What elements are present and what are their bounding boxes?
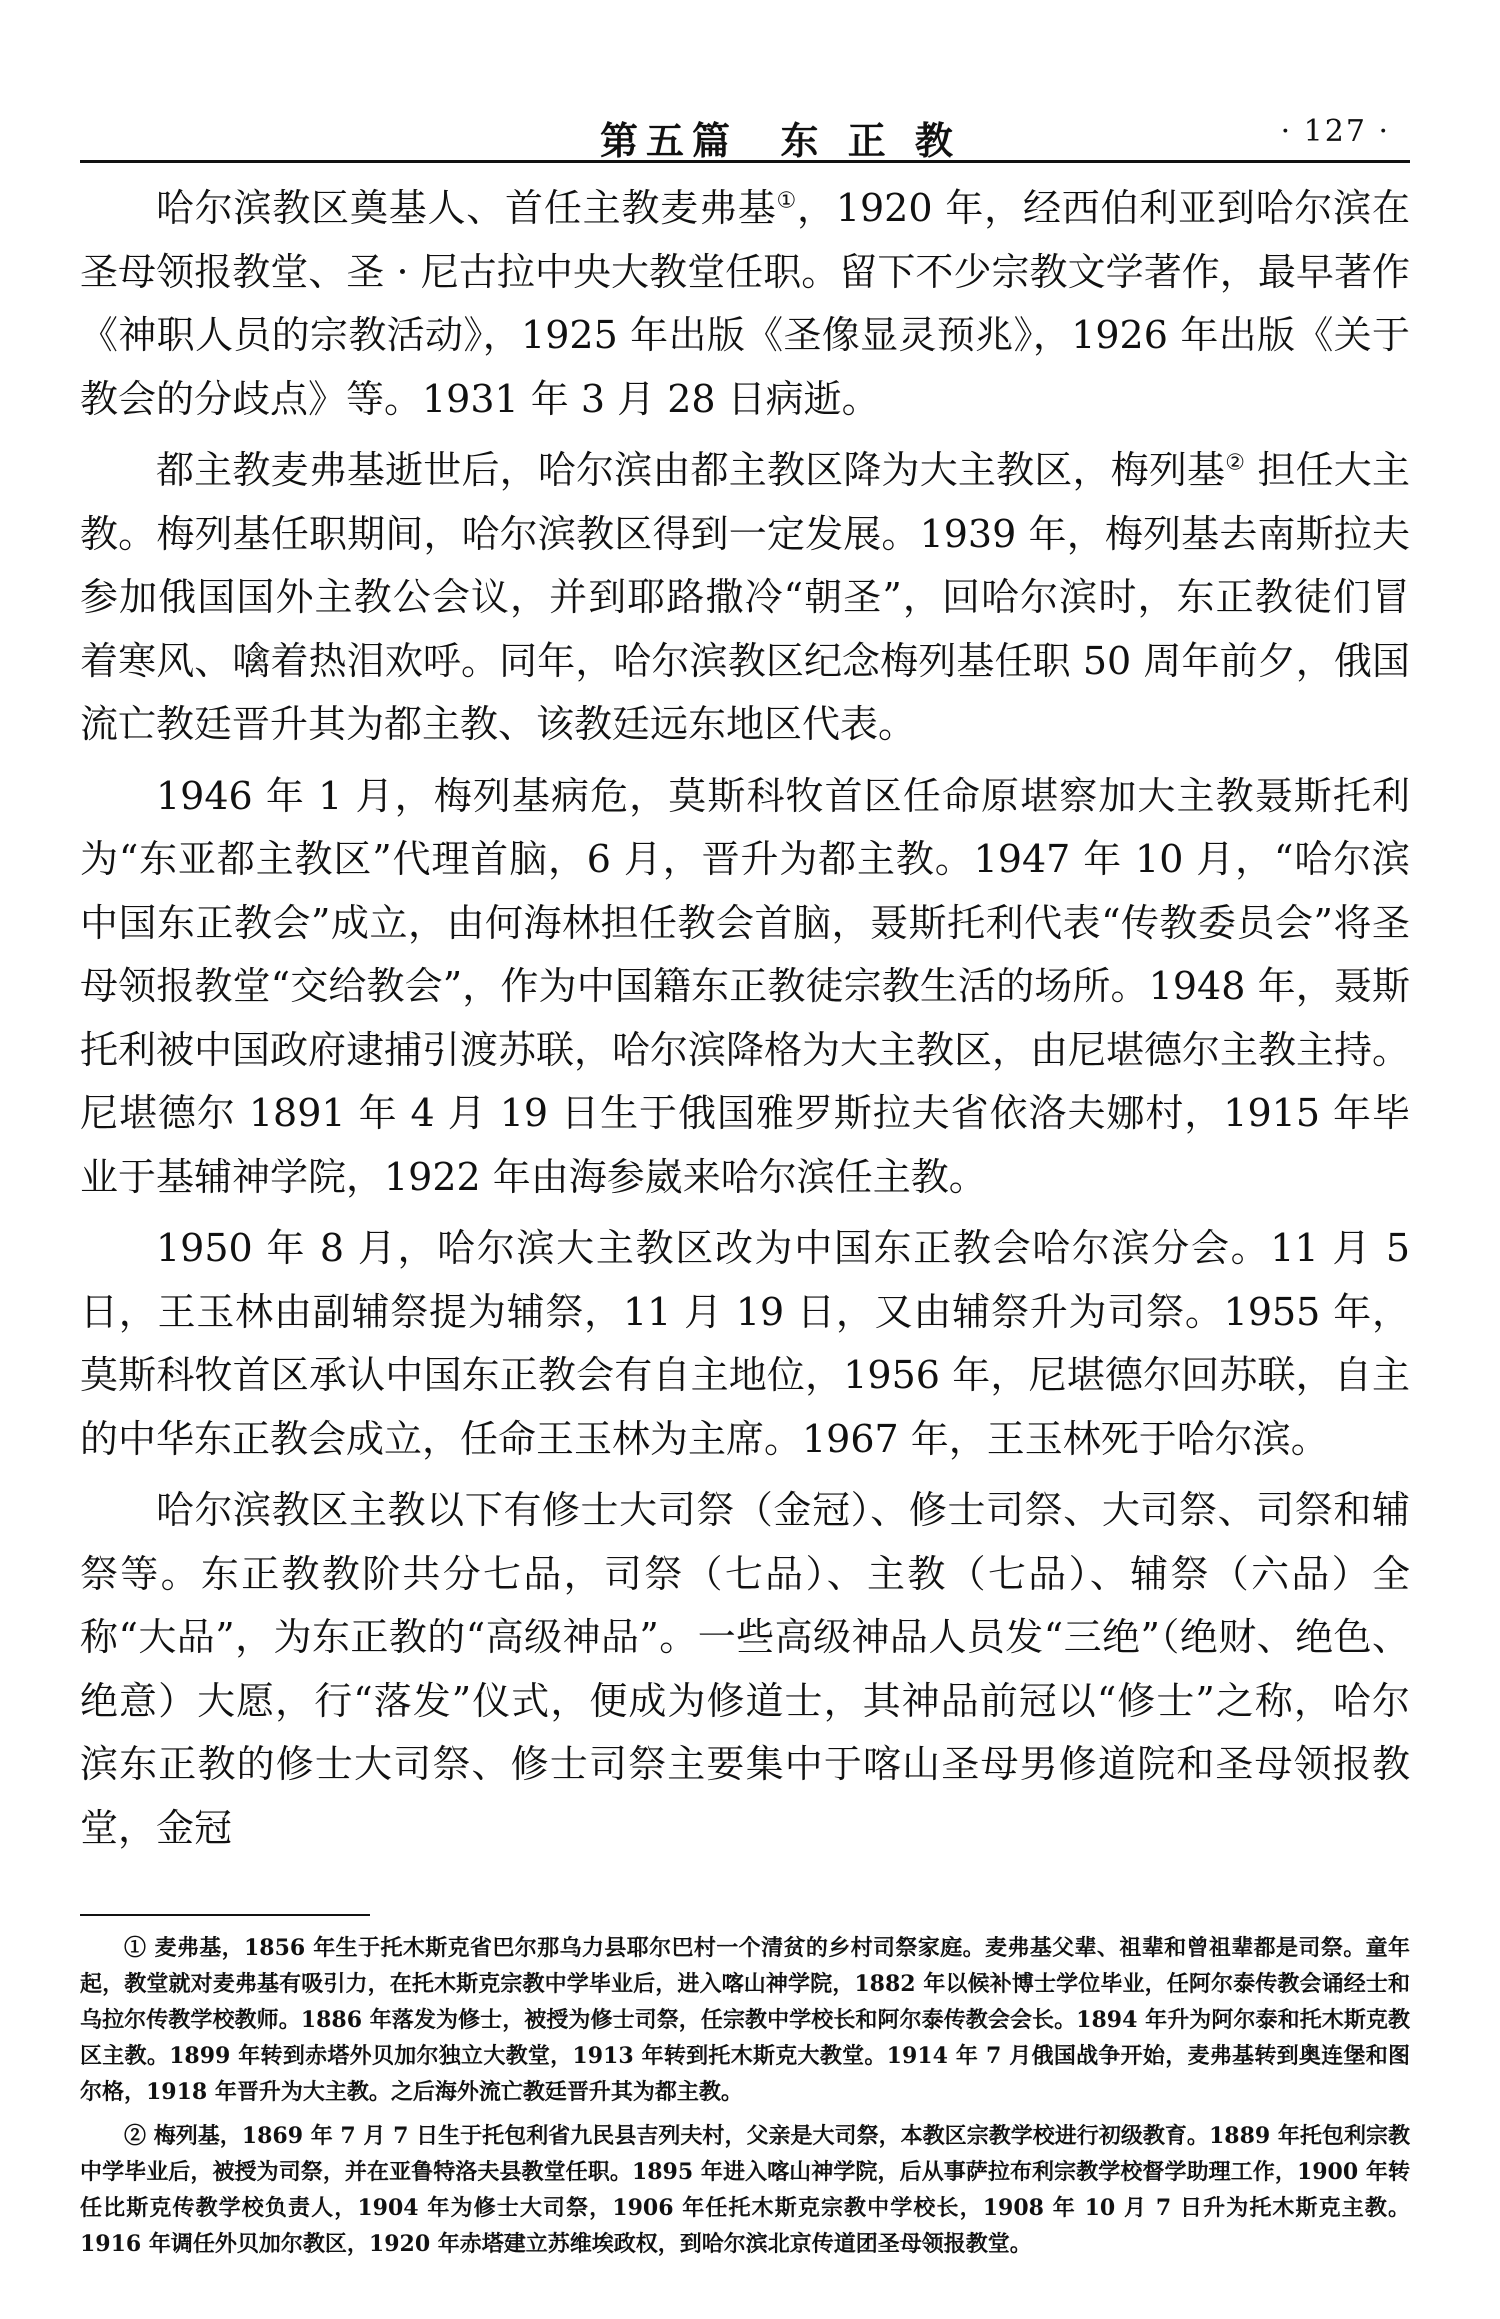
body-text — [80, 177, 1410, 1860]
page-number: · 127 · — [1280, 114, 1390, 149]
paragraph-text: 都主教麦弗基逝世后，哈尔滨由都主教区降为大主教区，梅列基 — [156, 448, 1226, 492]
footnotes — [80, 1930, 1410, 2262]
paragraph-text: 哈尔滨教区主教以下有修士大司祭（金冠）、修士司祭、大司祭、司祭和辅祭等。东正教教阶共分七品，司祭（七品）、主教（七品）、辅祭（六品）全称“大品”，为东正教的“高级神品”。一些高级神品人员发“三绝”（绝财、绝色、绝意）大愿，行“落发”仪式，便成为修道士，其神品前冠以“修士”之称，哈尔滨东正教的修士大司祭、修士司祭主要集中于喀山圣母男修道院和圣母领报教堂，金冠 — [80, 1488, 1410, 1850]
paragraph-3 — [80, 765, 1410, 1210]
paragraph-text: 担任大主教。梅列基任职期间，哈尔滨教区得到一定发展。1939 年，梅列基去南斯拉夫参加俄国国外主教公会议，并到耶路撒冷“朝圣”，回哈尔滨时，东正教徒们冒着寒风、噙着热泪欢呼。同年，哈尔滨教区纪念梅列基任职 50 周年前夕，俄国流亡教廷晋升其为都主教、该教廷远东地区代表。 — [80, 448, 1410, 746]
footnote-ref-1: ① — [776, 188, 798, 214]
paragraph-text: 哈尔滨教区奠基人、首任主教麦弗基 — [156, 186, 777, 230]
running-header — [80, 110, 1410, 163]
footnote-ref-2: ② — [1225, 450, 1246, 476]
paragraph-1 — [80, 177, 1410, 431]
paragraph-2 — [80, 439, 1410, 757]
paragraph-text: 1946 年 1 月，梅列基病危，莫斯科牧首区任命原堪察加大主教聂斯托利为“东亚都主教区”代理首脑，6 月，晋升为都主教。1947 年 10 月，“哈尔滨中国东正教会”成立，由何海林担任教会首脑，聂斯托利代表“传教委员会”将圣母领报教堂“交给教会”，作为中国籍东正教徒宗教生活的场所。1948 年，聂斯托利被中国政府逮捕引渡苏联，哈尔滨降格为大主教区，由尼堪德尔主教主持。尼堪德尔 1891 年 4 月 19 日生于俄国雅罗斯拉夫省依洛夫娜村，1915 年毕业于基辅神学院，1922 年由海参崴来哈尔滨任主教。 — [80, 773, 1411, 1199]
footnote-divider — [80, 1914, 370, 1916]
footnote-2: ② 梅列基，1869 年 7 月 7 日生于托包利省九民县吉列夫村，父亲是大司祭，本教区宗教学校进行初级教育。1889 年托包利宗教中学毕业后，被授为司祭，并在亚鲁特洛夫县教堂任职。1895 年进入喀山神学院，后从事萨拉布利宗教学校督学助理工作，1900 年转任比斯克传教学校负责人，1904 年为修士大司祭，1906 年任托木斯克宗教中学校长，1908 年 10 月 7 日升为托木斯克主教。1916 年调任外贝加尔教区，1920 年赤塔建立苏维埃政权，到哈尔滨北京传道团圣母领报教堂。 — [80, 2123, 1410, 2257]
paragraph-5 — [80, 1479, 1410, 1860]
book-page — [80, 110, 1410, 2270]
paragraph-4 — [80, 1217, 1410, 1471]
paragraph-text: ，1920 年，经西伯利亚到哈尔滨在圣母领报教堂、圣 · 尼古拉中央大教堂任职。留下不少宗教文学著作，最早著作《神职人员的宗教活动》，1925 年出版《圣像显灵预兆》，1926 年出版《关于教会的分歧点》等。1931 年 3 月 28 日病逝。 — [80, 186, 1410, 421]
footnote-1: ① 麦弗基，1856 年生于托木斯克省巴尔那乌力县耶尔巴村一个清贫的乡村司祭家庭。麦弗基父辈、祖辈和曾祖辈都是司祭。童年起，教堂就对麦弗基有吸引力，在托木斯克宗教中学毕业后，进入喀山神学院，1882 年以候补博士学位毕业，任阿尔泰传教会诵经士和乌拉尔传教学校教师。1886 年落发为修士，被授为修士司祭，任宗教中学校长和阿尔泰传教会会长。1894 年升为阿尔泰和托木斯克教区主教。1899 年转到赤塔外贝加尔独立大教堂，1913 年转到托木斯克大教堂。1914 年 7 月俄国战争开始，麦弗基转到奥连堡和图尔格，1918 年晋升为大主教。之后海外流亡教廷晋升其为都主教。 — [80, 1935, 1410, 2105]
section-title: 第五篇 东 正 教 — [600, 119, 961, 163]
paragraph-text: 1950 年 8 月，哈尔滨大主教区改为中国东正教会哈尔滨分会。11 月 5 日，王玉林由副辅祭提为辅祭，11 月 19 日，又由辅祭升为司祭。1955 年，莫斯科牧首区承认中国东正教会有自主地位，1956 年，尼堪德尔回苏联，自主的中华东正教会成立，任命王玉林为主席。1967 年，王玉林死于哈尔滨。 — [80, 1226, 1410, 1461]
